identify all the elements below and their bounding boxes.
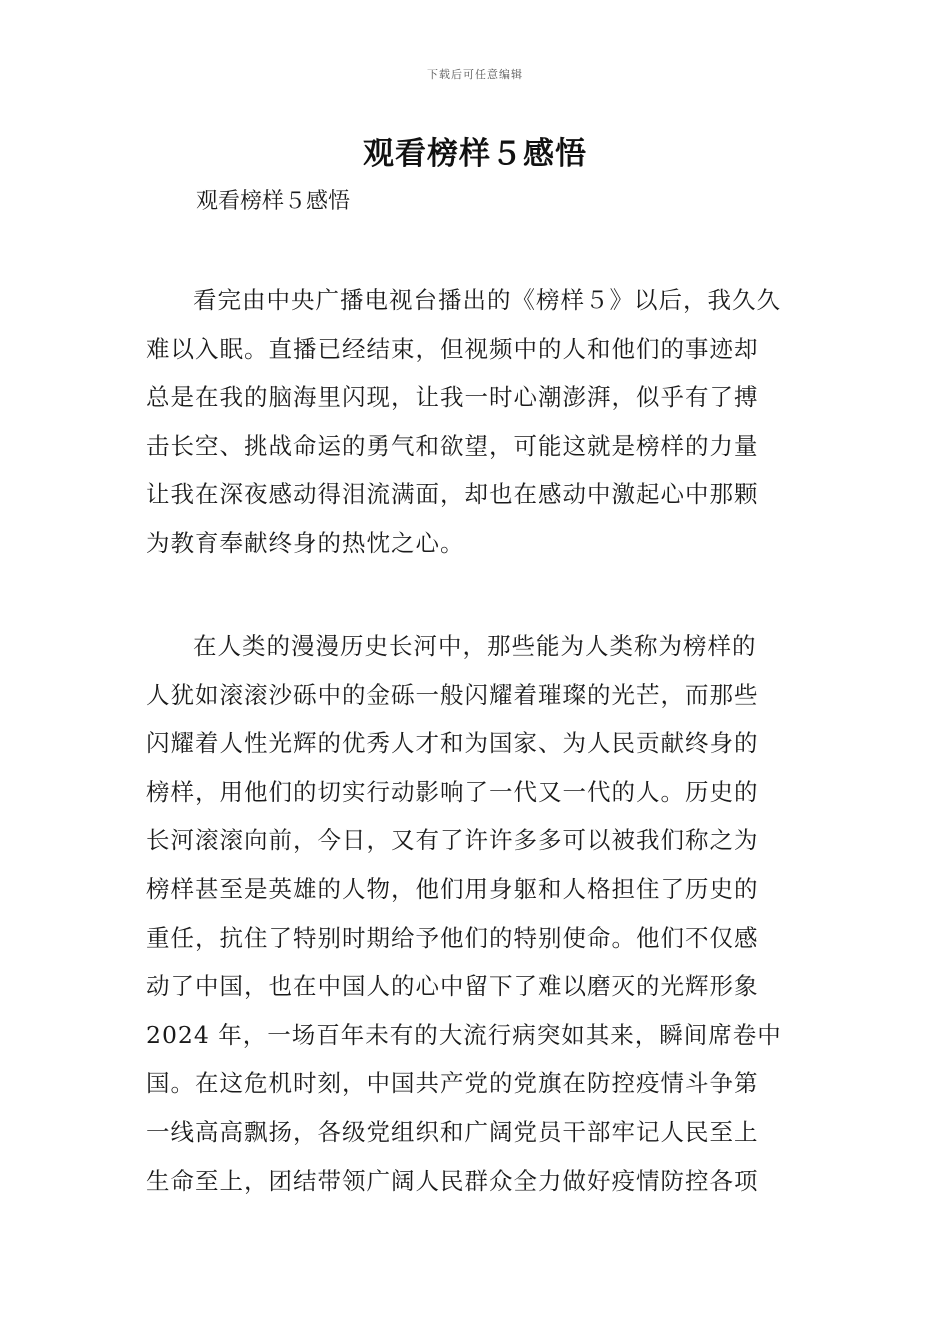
document-subtitle: 观看榜样５感悟 — [196, 189, 351, 214]
paragraph-line: 动了中国，也在中国人的心中留下了难以磨灭的光辉形象 — [146, 972, 759, 1001]
paragraph-line: 人犹如滚滚沙砾中的金砾一般闪耀着璀璨的光芒，而那些 — [146, 680, 759, 709]
page-title: 观看榜样５感悟 — [363, 136, 587, 172]
paragraph-line: 生命至上，团结带领广阔人民群众全力做好疫情防控各项 — [146, 1166, 759, 1195]
paragraph-line: 看完由中央广播电视台播出的《榜样５》以后，我久久 — [193, 286, 781, 314]
paragraph-line: 难以入眠。直播已经结束，但视频中的人和他们的事迹却 — [146, 334, 759, 363]
header-note: 下载后可任意编辑 — [427, 68, 523, 81]
paragraph-1 — [146, 276, 808, 568]
paragraph-line: 一线高高飘扬，各级党组织和广阔党员干部牢记人民至上 — [146, 1117, 759, 1146]
paragraph-line: 在人类的漫漫历史长河中，那些能为人类称为榜样的 — [193, 632, 757, 660]
paragraph-line: 2024 年，一场百年未有的大流行病突如其来，瞬间席卷中 — [146, 1020, 782, 1049]
paragraph-line: 长河滚滚向前，今日，又有了许许多多可以被我们称之为 — [146, 826, 759, 855]
paragraph-line: 榜样，用他们的切实行动影响了一代又一代的人。历史的 — [146, 777, 759, 806]
paragraph-line: 重任，抗住了特别时期给予他们的特别使命。他们不仅感 — [146, 923, 759, 952]
paragraph-line: 让我在深夜感动得泪流满面，却也在感动中激起心中那颗 — [146, 480, 759, 509]
paragraph-line: 为教育奉献终身的热忱之心。 — [146, 528, 465, 557]
paragraph-line: 总是在我的脑海里闪现，让我一时心潮澎湃，似乎有了搏 — [146, 383, 759, 412]
paragraph-line: 国。在这危机时刻，中国共产党的党旗在防控疫情斗争第 — [146, 1069, 759, 1098]
paragraph-line: 击长空、挑战命运的勇气和欲望，可能这就是榜样的力量 — [146, 431, 759, 460]
paragraph-line: 榜样甚至是英雄的人物，他们用身躯和人格担住了历史的 — [146, 874, 759, 903]
paragraph-line: 闪耀着人性光辉的优秀人才和为国家、为人民贡献终身的 — [146, 729, 759, 758]
paragraph-2 — [146, 622, 808, 1205]
